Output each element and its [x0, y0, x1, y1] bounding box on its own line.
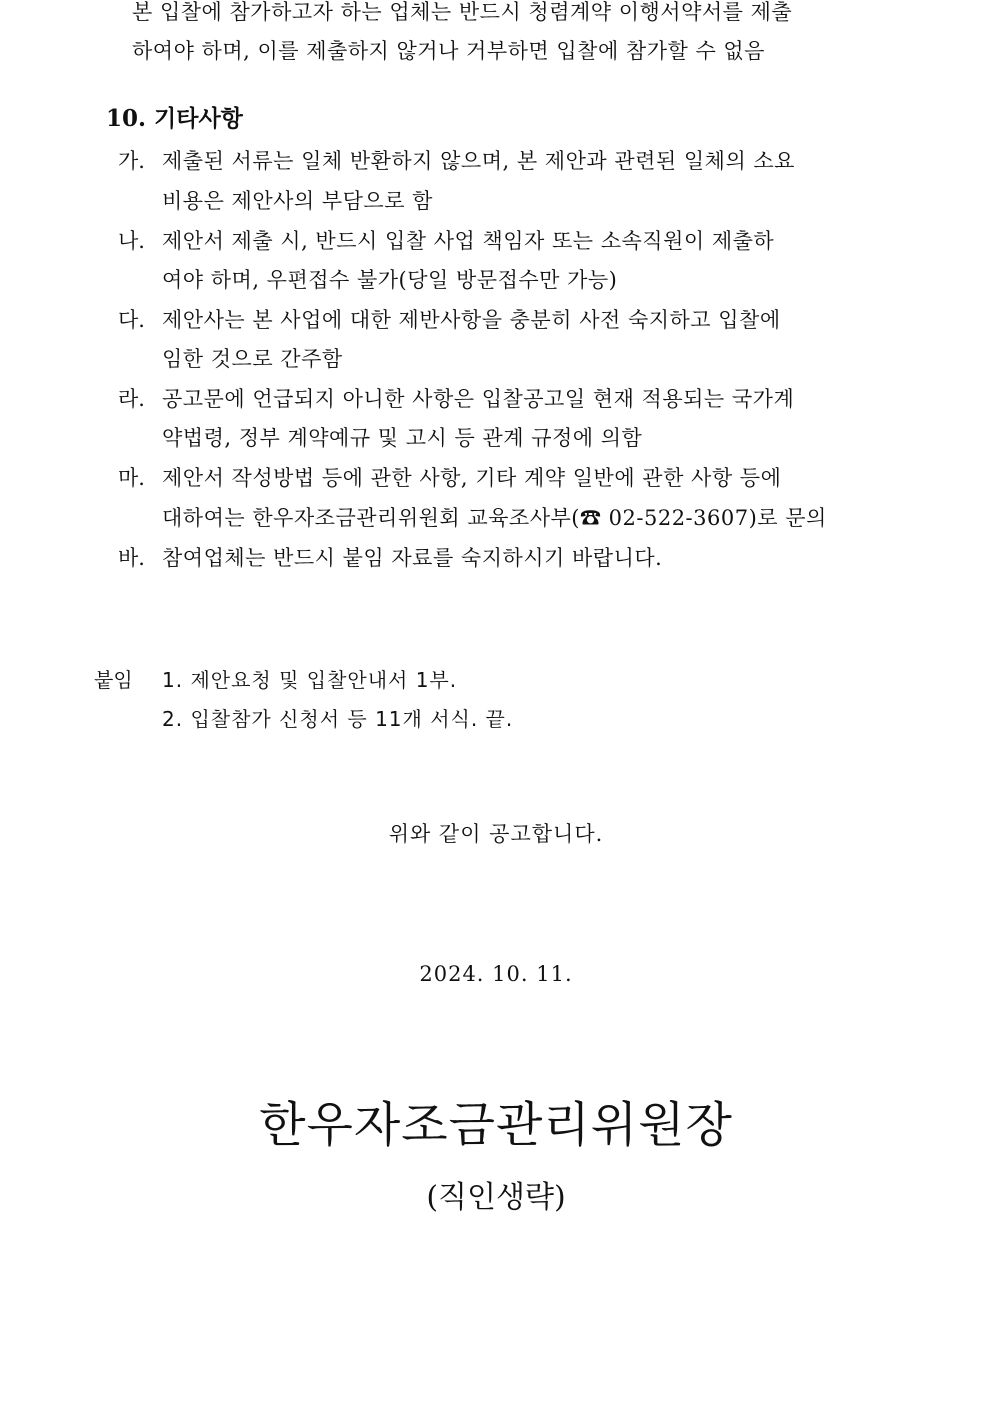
item-text-line: 비용은 제안사의 부담으로 함 — [162, 189, 433, 213]
intro-line-1: 본 입찰에 참가하고자 하는 업체는 반드시 청렴계약 이행서약서를 제출 — [132, 0, 793, 24]
intro-line-2: 하여야 하며, 이를 제출하지 않거나 거부하면 입찰에 참가할 수 없음 — [132, 39, 765, 63]
item-marker: 나. — [118, 229, 145, 253]
item-marker: 바. — [118, 546, 145, 570]
item-text-line: 제안사는 본 사업에 대한 제반사항을 충분히 사전 숙지하고 입찰에 — [162, 308, 781, 332]
item-text-line: 여야 하며, 우편접수 불가(당일 방문접수만 가능) — [162, 268, 618, 292]
item-marker: 가. — [118, 149, 145, 173]
item-text-line: 제안서 작성방법 등에 관한 사항, 기타 계약 일반에 관한 사항 등에 — [162, 466, 782, 490]
item-text-line: 대하여는 한우자조금관리위원회 교육조사부(☎ 02-522-3607)로 문의 — [162, 506, 827, 530]
attachment-label: 붙임 — [94, 668, 133, 692]
item-marker: 라. — [118, 387, 145, 411]
section-heading: 10. 기타사항 — [106, 105, 243, 132]
attachment-item: 1. 제안요청 및 입찰안내서 1부. — [162, 668, 458, 692]
item-text-line: 약법령, 정부 계약예규 및 고시 등 관계 규정에 의함 — [162, 426, 643, 450]
signer-title: 한우자조금관리위원장 — [259, 1097, 733, 1153]
item-text-line: 임한 것으로 간주함 — [162, 347, 343, 371]
seal-omitted-note: (직인생략) — [426, 1180, 566, 1215]
attachment-item: 2. 입찰참가 신청서 등 11개 서식. 끝. — [162, 707, 514, 731]
item-text-line: 제안서 제출 시, 반드시 입찰 사업 책임자 또는 소속직원이 제출하 — [162, 229, 775, 253]
item-marker: 다. — [118, 308, 145, 332]
item-text-line: 공고문에 언급되지 아니한 사항은 입찰공고일 현재 적용되는 국가계 — [162, 387, 795, 411]
item-text-line: 참여업체는 반드시 붙임 자료를 숙지하시기 바랍니다. — [162, 546, 663, 570]
closing-statement: 위와 같이 공고합니다. — [388, 822, 604, 846]
item-marker: 마. — [118, 466, 145, 490]
announcement-date: 2024. 10. 11. — [419, 962, 573, 986]
item-text-line: 제출된 서류는 일체 반환하지 않으며, 본 제안과 관련된 일체의 소요 — [162, 149, 795, 173]
